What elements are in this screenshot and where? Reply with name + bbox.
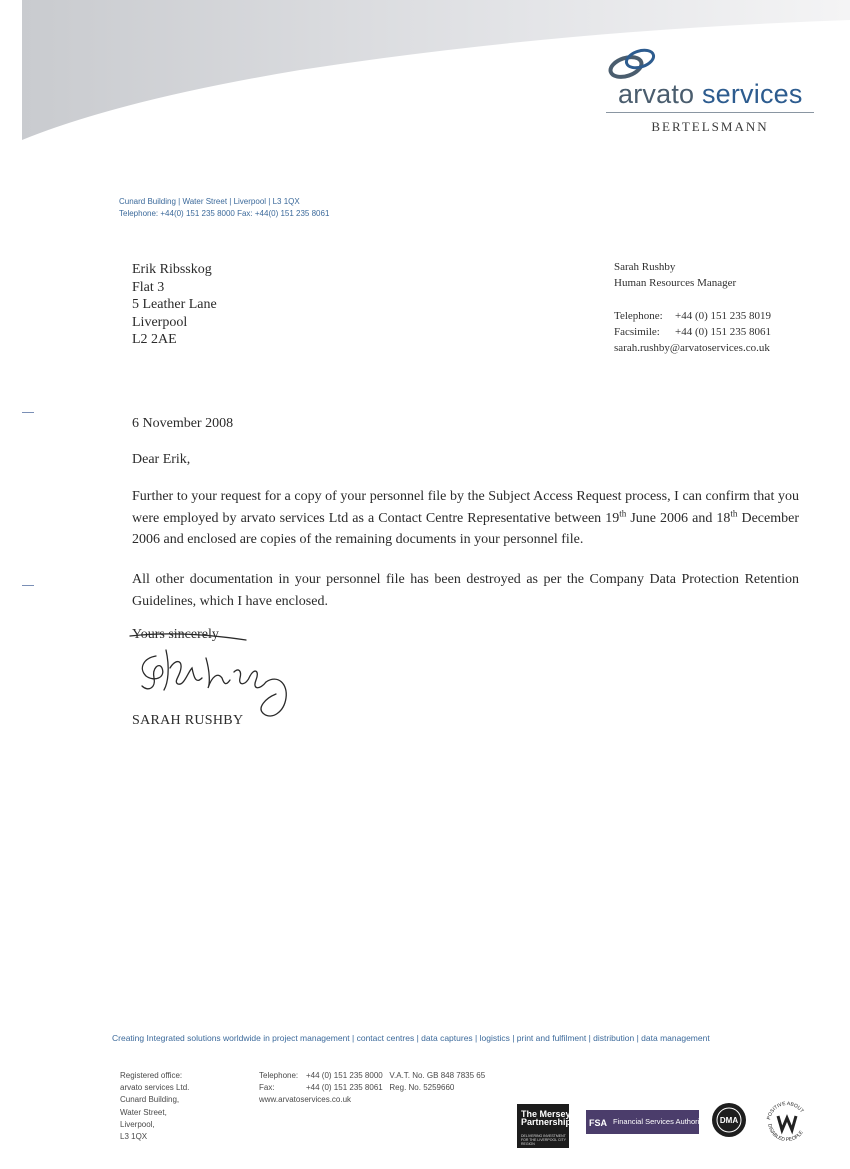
- contact-name: Sarah Rushby: [614, 261, 676, 273]
- contact-telephone: Telephone: +44 (0) 151 235 8019: [614, 310, 772, 322]
- footer-telephone: Telephone: +44 (0) 151 235 8000 V.A.T. No. GB 848 7835 65: [259, 1071, 486, 1080]
- sender-phones: Telephone: +44(0) 151 235 8000 Fax: +44(0) 151 235 8061: [119, 209, 330, 218]
- fold-mark: [22, 585, 34, 586]
- recipient-line: 5 Leather Lane: [132, 297, 217, 312]
- contact-block: [614, 259, 771, 356]
- recipient-line: Erik Ribsskog: [132, 262, 212, 277]
- sender-address: [119, 196, 329, 220]
- registered-line: L3 1QX: [120, 1132, 148, 1142]
- svg-text:DMA: DMA: [719, 1116, 739, 1125]
- footer-reg-no: Reg. No. 5259660: [389, 1083, 455, 1093]
- closing: Yours sincerely: [132, 627, 219, 642]
- fsa-logo: FSA Financial Services Authority: [586, 1110, 699, 1134]
- signatory-name: SARAH RUSHBY: [132, 713, 244, 728]
- contact-fax: Facsimile: +44 (0) 151 235 8061: [614, 326, 772, 338]
- recipient-address: [132, 261, 217, 349]
- fold-mark: [22, 412, 34, 413]
- recipient-line: L2 2AE: [132, 332, 177, 347]
- footer-tagline: Creating Integrated solutions worldwide in project management | contact centres | data captures | logistics | print and fulfilment | distribution | data management: [112, 1033, 710, 1043]
- footer-vat: V.A.T. No. GB 848 7835 65: [389, 1071, 486, 1080]
- registered-line: arvato services Ltd.: [120, 1083, 190, 1093]
- body-paragraph-2: All other documentation in your personnel file has been destroyed as per the Company Data Protection Retention Guidelines, which I have enclosed.: [132, 572, 799, 609]
- contact-email: sarah.rushby@arvatoservices.co.uk: [614, 342, 770, 354]
- letter-date: 6 November 2008: [132, 416, 234, 431]
- svg-text:POSITIVE ABOUT: POSITIVE ABOUT: [766, 1100, 805, 1121]
- recipient-line: Liverpool: [132, 314, 188, 330]
- mersey-partnership-logo: The Mersey Partnership DELIVERING INVESTMENT FOR THE LIVERPOOL CITY REGION: [517, 1104, 569, 1148]
- contact-title: Human Resources Manager: [614, 277, 737, 289]
- sender-street: Cunard Building | Water Street | Liverpool | L3 1QX: [119, 197, 300, 206]
- footer-contact: [259, 1070, 485, 1107]
- registered-line: Water Street,: [120, 1107, 167, 1117]
- registered-line: Cunard Building,: [120, 1095, 180, 1105]
- logo-parent-company: BERTELSMANN: [651, 119, 769, 134]
- registered-line: Liverpool,: [120, 1119, 155, 1129]
- recipient-line: Flat 3: [132, 279, 165, 295]
- company-logo: [600, 45, 820, 140]
- dma-seal-icon: [711, 1102, 747, 1138]
- positive-about-disabled-people-icon: [762, 1096, 812, 1146]
- registered-line: Registered office:: [120, 1071, 183, 1080]
- registered-office: [120, 1070, 189, 1143]
- logo-divider: [606, 112, 814, 113]
- svg-text:DISABLED PEOPLE: DISABLED PEOPLE: [766, 1123, 805, 1144]
- body-paragraph-1: Further to your request for a copy of your personnel file by the Subject Access Request process, I can confirm that you were employed by arvato services Ltd as a Contact Centre Representative between 19th June 2006 and 18th December 2006 and enclosed are copies of the remaining documents in your personnel file.: [132, 489, 799, 547]
- footer-fax: Fax: +44 (0) 151 235 8061 Reg. No. 5259660: [259, 1083, 455, 1093]
- salutation: Dear Erik,: [132, 452, 191, 467]
- footer-website: www.arvatoservices.co.uk: [259, 1095, 352, 1105]
- logo-wordmark: arvato services: [618, 79, 803, 109]
